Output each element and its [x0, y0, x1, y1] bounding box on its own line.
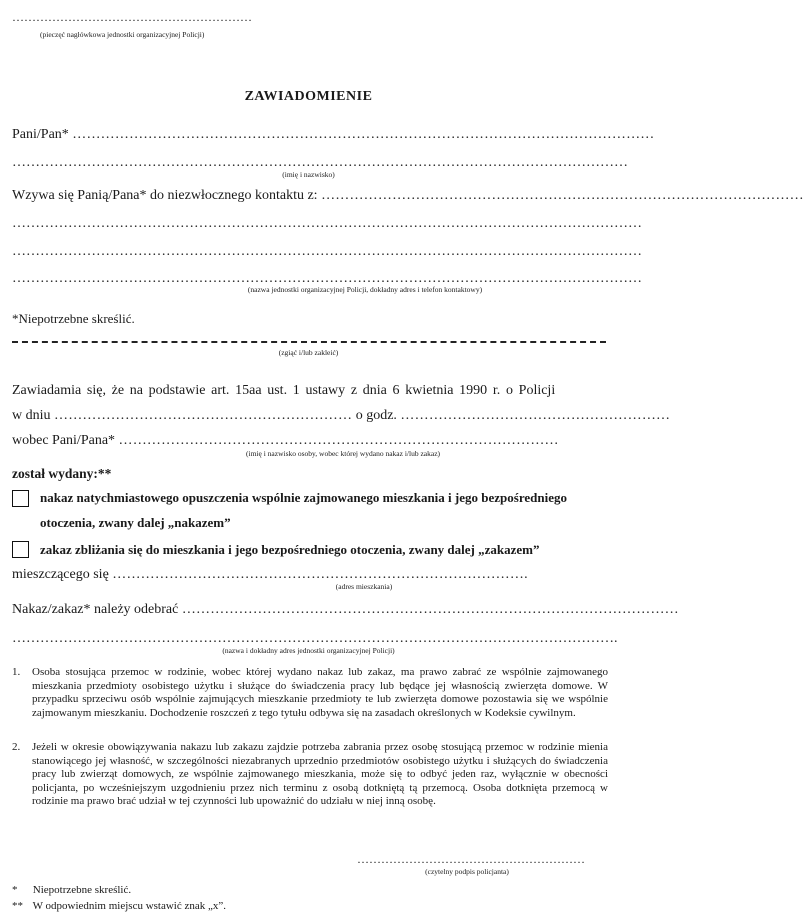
against-row	[12, 433, 608, 449]
note-1	[12, 666, 608, 720]
residence-label: mieszczącego się	[12, 567, 109, 582]
collect-field[interactable]: ……………………………………………………………………………………………	[181, 602, 679, 617]
summons-line-1[interactable]: ………………………………………………………………………………………………………………………	[12, 216, 642, 231]
against-label: wobec Pani/Pana*	[12, 433, 116, 448]
stamp-dots: ……………………………………………………	[12, 10, 252, 24]
summons-line-3[interactable]: ………………………………………………………………………………………………………………………	[12, 271, 642, 286]
zakaz-option-line1: zakaz zbliżania się do mieszkania i jego bezpośredniego otoczenia, zwany dalej „zakazem”	[40, 542, 540, 557]
date-row	[12, 408, 671, 424]
footnote-1	[12, 884, 131, 896]
stamp-caption: (pieczęć nagłówkowa jednostki organizacyjnej Policji)	[40, 30, 205, 39]
footnote-1-mark: *	[12, 884, 18, 896]
recipient-caption: (imię i nazwisko)	[282, 170, 335, 179]
signature-field[interactable]: …………………………………………………	[357, 852, 585, 866]
against-caption: (imię i nazwisko osoby, wobec której wydano nakaz i/lub zakaz)	[246, 449, 441, 458]
date-field[interactable]: ………………………………………………………	[54, 408, 353, 423]
document-title: ZAWIADOMIENIE	[244, 89, 373, 104]
collect-label: Nakaz/zakaz* należy odebrać	[12, 602, 179, 617]
fold-caption: (zgiąć i/lub zakleić)	[278, 348, 339, 357]
summons-line-2[interactable]: ………………………………………………………………………………………………………………………	[12, 244, 642, 259]
note-2	[12, 741, 608, 809]
against-field[interactable]: …………………………………………………………………………………	[118, 433, 559, 448]
note-1-text: Osoba stosująca przemoc w rodzinie, wobec której wydano nakaz lub zakaz, ma prawo zabrać ze wspólnie zajmowanego mieszkania przedmioty osobistego użytku i służące do świadczenia pracy lub będące jej własnością zwierzęta domowe. W przypadku sprzeciwu osób wspólnie zajmujących mieszkanie przedmioty te lub zwierzęta domowe pozostawia się we wspólnie zajmowanym mieszkaniu. Dochodzenie roszczeń z tego tytułu odbywa się na zasadach określonych w Kodeksie cywilnym.	[32, 666, 608, 719]
recipient-row	[12, 127, 655, 143]
note-2-number: 2.	[12, 741, 21, 753]
residence-caption: (adres mieszkania)	[335, 582, 393, 591]
nakaz-checkbox[interactable]	[12, 490, 29, 507]
note-1-number: 1.	[12, 666, 21, 678]
residence-row	[12, 567, 608, 583]
summons-text: Wzywa się Panią/Pana* do niezwłocznego kontaktu z:	[12, 188, 318, 203]
zakaz-checkbox[interactable]	[12, 541, 29, 558]
footnote-2	[12, 900, 226, 912]
residence-field[interactable]: …………………………………………………………………………….	[112, 567, 528, 582]
notice-text: Zawiadamia się, że na podstawie art. 15aa ust. 1 ustawy z dnia 6 kwietnia 1990 r. o Policji	[12, 383, 556, 398]
footnote-2-text: W odpowiednim miejscu wstawić znak „x”.	[32, 900, 227, 912]
summons-row	[12, 188, 804, 204]
recipient-label: Pani/Pan*	[12, 127, 69, 142]
summons-field[interactable]: …………………………………………………………………………………………	[321, 188, 804, 203]
time-field[interactable]: …………………………………………………	[400, 408, 671, 423]
collect-row	[12, 602, 679, 618]
time-label: o godz.	[355, 408, 397, 423]
nakaz-option-line2: otoczenia, zwany dalej „nakazem”	[40, 515, 231, 530]
recipient-name-field[interactable]: ……………………………………………………………………………………………………………	[72, 127, 655, 142]
summons-caption: (nazwa jednostki organizacyjnej Policji, dokładny adres i telefon kontaktowy)	[247, 285, 483, 294]
footnote-1-text: Niepotrzebne skreślić.	[32, 884, 132, 896]
collect-second-line[interactable]: ………………………………………………………………………………………………………………….	[12, 631, 618, 646]
signature-caption: (czytelny podpis policjanta)	[425, 867, 509, 876]
note-2-text: Jeżeli w okresie obowiązywania nakazu lub zakazu zajdzie potrzeba zabrania przez osobę stosującą przemoc w rodzinie mienia stanowiącego jej własność, w szczególności niezabranych uprzednio przedmiotów osobistego użytku i służących do świadczenia pracy lub zwierząt domowych, ze wspólnie zajmowanego mieszkania, może się to odbyć jeden raz, wyłącznie w obecności policjanta, po wcześniejszym uzgodnieniu przez nich terminu z osobą dotkniętą tą przemocą. Osoba dotknięta przemocą w rodzinie ma prawo brać udział w tej czynności lub upoważnić do udziału w niej inną osobę.	[32, 741, 608, 807]
nakaz-option-line1: nakaz natychmiastowego opuszczenia wspólnie zajmowanego mieszkania i jego bezpośredniego	[40, 490, 567, 505]
issued-label: został wydany:**	[12, 466, 112, 481]
strike-note: *Niepotrzebne skreślić.	[12, 311, 135, 326]
date-label: w dniu	[12, 408, 51, 423]
recipient-second-line[interactable]: ……………………………………………………………………………………………………………………	[12, 155, 628, 170]
collect-caption: (nazwa i dokładny adres jednostki organizacyjnej Policji)	[222, 646, 395, 655]
footnote-2-mark: **	[12, 900, 23, 912]
fold-line	[12, 341, 606, 345]
